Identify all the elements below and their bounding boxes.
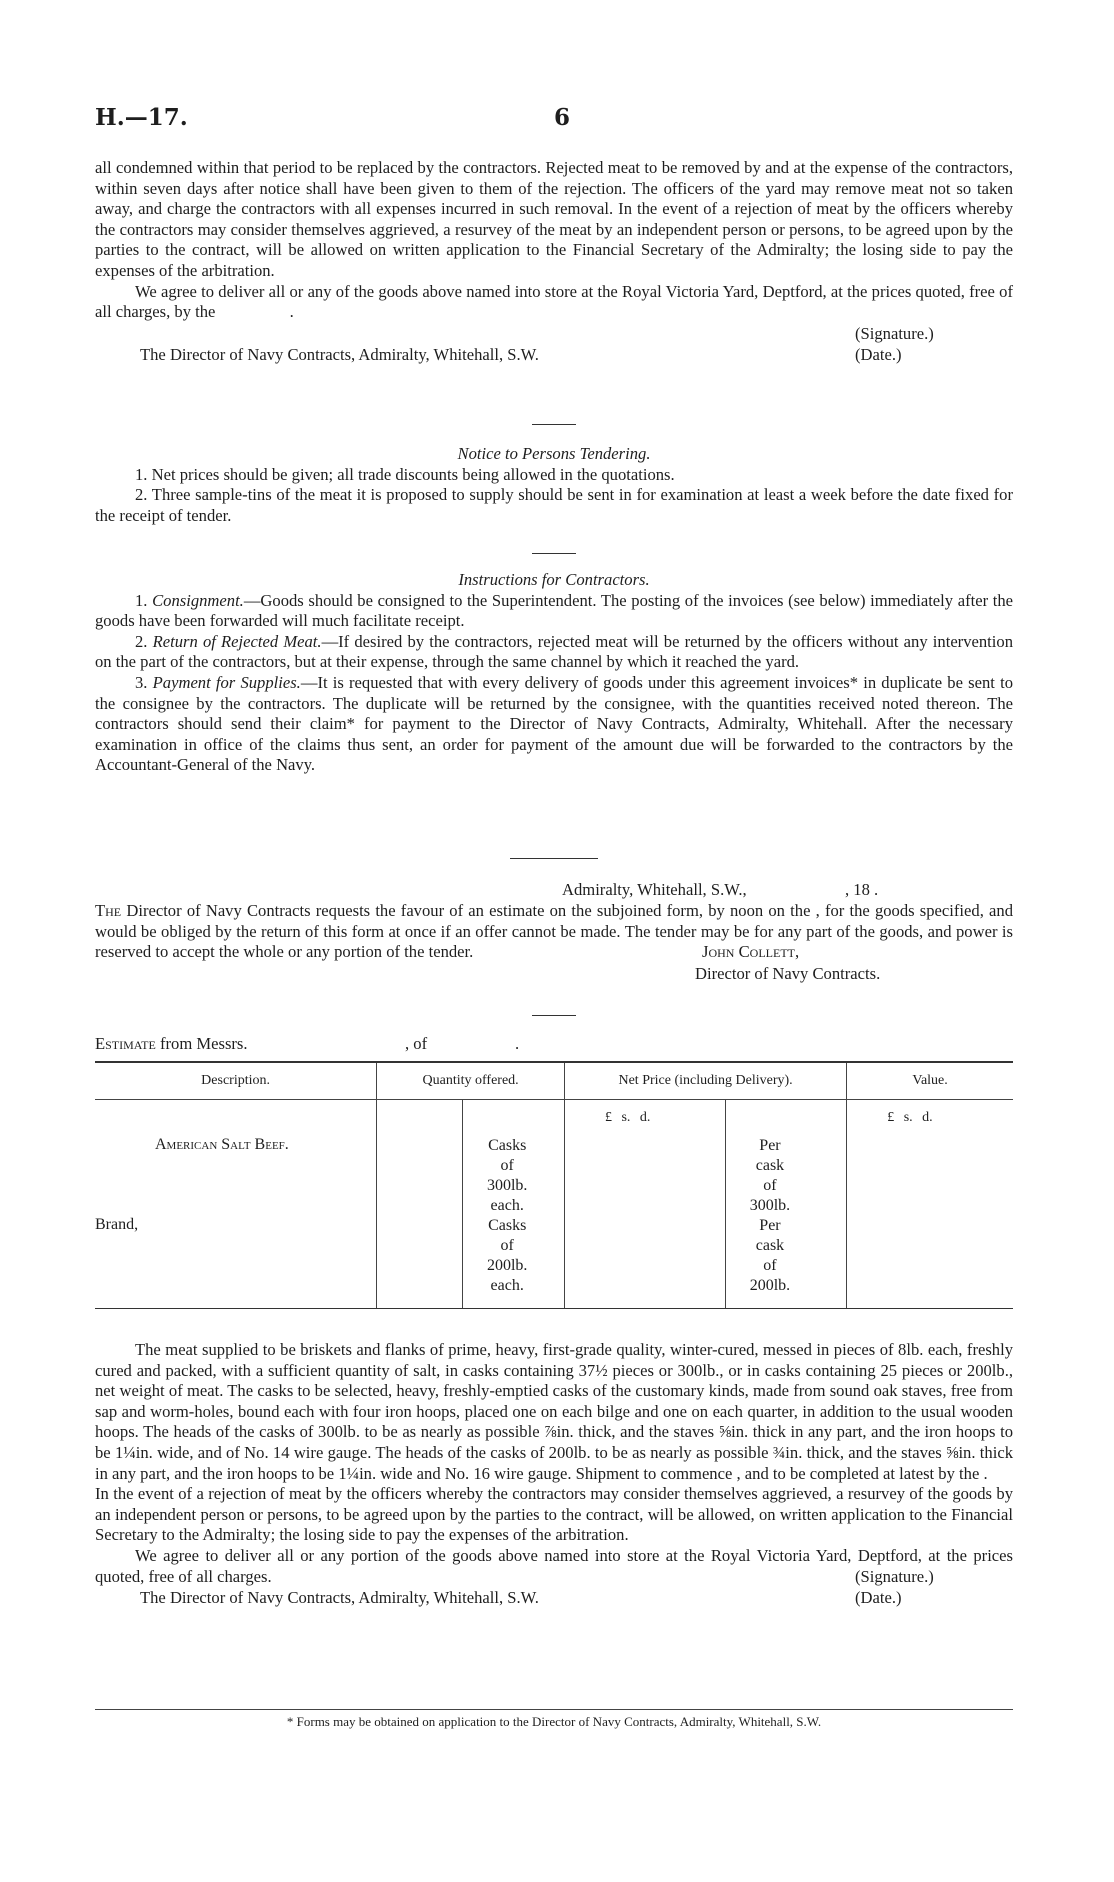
per-cask-labels xyxy=(740,1136,800,1296)
col-description: Description. xyxy=(95,1063,377,1100)
qty-text: 300lb. xyxy=(486,1177,528,1194)
instruction-2-text: —If desired by the contractors, rejected meat will be returned by the officers without any intervention on the part of the contractors, but at their expense, through the same channel by which it reached the yard. xyxy=(95,631,1013,672)
instruction-3-number: 3. xyxy=(135,672,148,692)
per-text: Per xyxy=(759,1217,781,1234)
intro-agreement-text: We agree to deliver all or any of the goods above named into store at the Royal Victoria Yard, Deptford, at the prices quoted, free of all charges, by the xyxy=(95,281,1013,322)
request-text: Director of Navy Contracts requests the favour of an estimate on the subjoined form, by noon on the , for the goods specified, and would be obliged by the return of this form at once if an offer cannot be made. The tender may be for any part of the goods, and power is reserved to accept the whole or any portion of the tender. xyxy=(95,901,1013,962)
estimate-line xyxy=(95,1034,1013,1056)
spec-paragraph-1: The meat supplied to be briskets and flanks of prime, heavy, first-grade quality, winter-cured, messed in pieces of 8lb. each, freshly cured and packed, with a sufficient quantity of salt, in casks containing 37½ pieces or 300lb., or in casks containing 25 pieces or 200lb., net weight of meat. The casks to be selected, heavy, freshly-emptied casks of the customary kinds, made from sound oak staves, free from sap and worm-holes, bound each with four iron hoops, placed one on each bilge and one on each quarter, in addition to the usual wooden hoops. The heads of the casks of 300lb. to be as nearly as possible ⅞in. thick, and the staves ⅝in. thick in any part, and the iron hoops to be 1¼in. wide, and of No. 14 wire gauge. The heads of the casks of 200lb. to be as nearly as possible ¾in. thick, and the staves ⅝in. thick in any part, and the iron hoops to be 1¼in. wide and No. 16 wire gauge. Shipment to commence , and to be completed at latest by the . xyxy=(95,1340,1013,1483)
table-row xyxy=(95,1100,1013,1309)
per-text: of xyxy=(763,1177,777,1194)
qty-text: Casks xyxy=(488,1217,527,1234)
notice-item-2: 2. Three sample-tins of the meat it is proposed to supply should be sent in for examination at least a week before the date fixed for the receipt of tender. xyxy=(95,485,1013,525)
request-body xyxy=(95,901,1013,963)
quantity-divider xyxy=(462,1100,463,1308)
intro-section xyxy=(95,158,1013,367)
request-section xyxy=(95,880,1013,985)
intro-paragraph: all condemned within that period to be replaced by the contractors. Rejected meat to be removed by and at the expense of the contractors, within seven days after notice shall have been given to them of the rejection. The officers of the yard may remove meat not so taken away, and charge the contractors with all expenses incurred in such removal. In the event of a rejection of meat by the officers whereby the contractors may consider themselves aggrieved, a resurvey of the meat by an independent person or persons, to be agreed upon by the parties to the contract, will be allowed on written application to the Financial Secretary of the Admiralty; the losing side to pay the expenses of the arbitration. xyxy=(95,158,1013,280)
per-text: of xyxy=(763,1257,777,1274)
estimate-end: . xyxy=(515,1034,520,1053)
quantity-cell xyxy=(377,1100,565,1309)
instruction-1-text: —Goods should be consigned to the Superintendent. The posting of the invoices (see below) immediately after the goods have been forwarded will much facilitate receipt. xyxy=(95,590,1013,631)
date-label: (Date.) xyxy=(855,344,902,364)
price-currency: £ s. d. xyxy=(604,1110,651,1125)
qty-text: 200lb. xyxy=(486,1257,528,1274)
instructions-section xyxy=(95,570,1013,776)
notice-section xyxy=(95,444,1013,526)
net-price-cell xyxy=(564,1100,846,1309)
instruction-2-number: 2. xyxy=(135,631,148,651)
value-currency: £ s. d. xyxy=(887,1110,933,1125)
table-bottom-rule xyxy=(95,1308,1013,1309)
col-quantity: Quantity offered. xyxy=(377,1063,565,1100)
request-first-word: The xyxy=(95,901,122,920)
footnote: * Forms may be obtained on application to the Director of Navy Contracts, Admiralty, Whitehall, S.W. xyxy=(286,1714,822,1729)
divider xyxy=(95,858,1013,859)
item-description: American Salt Beef. xyxy=(155,1136,289,1153)
intro-signature-block xyxy=(95,323,1013,367)
intro-agreement-end: . xyxy=(289,302,294,322)
divider xyxy=(95,553,1013,554)
request-year: , 18 . xyxy=(845,880,879,899)
addressee: The Director of Navy Contracts, Admiralty, Whitehall, S.W. xyxy=(140,1588,539,1608)
spec-section xyxy=(95,1340,1013,1631)
request-signer: John Collett, xyxy=(702,941,800,961)
instruction-2 xyxy=(95,632,1013,673)
addressee: The Director of Navy Contracts, Admiralty, Whitehall, S.W. xyxy=(140,344,539,364)
instruction-3-heading: Payment for Supplies. xyxy=(152,672,301,692)
request-dateline xyxy=(95,880,1013,901)
estimate-from: from Messrs. xyxy=(159,1034,248,1053)
per-text: cask xyxy=(755,1157,785,1174)
qty-text: each. xyxy=(490,1277,524,1294)
per-text: 300lb. xyxy=(749,1197,791,1214)
description-cell xyxy=(95,1100,377,1309)
brand-label: Brand, xyxy=(95,1216,139,1233)
document-reference: H.—17. xyxy=(95,104,188,131)
divider xyxy=(95,1015,1013,1016)
instruction-3 xyxy=(95,673,1013,776)
spec-paragraph-2: In the event of a rejection of meat by the officers whereby the contractors may consider themselves aggrieved, a resurvey of the goods by an independent person or persons, to be agreed upon by the parties to the contract, will be allowed, on written application to the Financial Secretary to the Admiralty; the losing side to pay the expenses of the arbitration. xyxy=(95,1484,1013,1545)
col-value: Value. xyxy=(847,1063,1013,1100)
request-signer-title: Director of Navy Contracts. xyxy=(695,963,881,983)
instructions-title: Instructions for Contractors. xyxy=(458,570,650,589)
instruction-1-heading: Consignment. xyxy=(152,590,244,610)
estimate-table xyxy=(95,1061,1013,1309)
qty-text: Casks xyxy=(488,1137,527,1154)
spec-signature-block xyxy=(95,1567,1013,1631)
table-header-row xyxy=(95,1063,1013,1100)
page-number: 6 xyxy=(554,104,571,131)
request-place: Admiralty, Whitehall, S.W., xyxy=(562,880,747,899)
signature-label: (Signature.) xyxy=(855,323,934,343)
footnote-rule xyxy=(95,1709,1013,1710)
spec-paragraph-3: We agree to deliver all or any portion of the goods above named into store at the Royal Victoria Yard, Deptford, at the prices quoted, free of all charges. xyxy=(95,1545,1013,1586)
intro-agreement xyxy=(95,282,1013,323)
qty-text: of xyxy=(500,1157,514,1174)
col-net-price: Net Price (including Delivery). xyxy=(564,1063,846,1100)
instruction-2-heading: Return of Rejected Meat. xyxy=(152,631,322,651)
signature-label: (Signature.) xyxy=(855,1567,934,1587)
quantity-300 xyxy=(477,1136,537,1296)
estimate-grid xyxy=(95,1063,1013,1308)
request-signer-block xyxy=(95,941,1013,985)
per-text: Per xyxy=(759,1137,781,1154)
notice-title: Notice to Persons Tendering. xyxy=(457,444,651,463)
divider xyxy=(95,424,1013,425)
qty-text: of xyxy=(500,1237,514,1254)
estimate-of: , of xyxy=(405,1034,428,1053)
instruction-3-text: —It is requested that with every delivery of goods under this agreement invoices* in duplicate be sent to the consignee by the contractors. The duplicate will be returned by the consignee, with the quantities received noted thereon. The contractors should send their claim* for payment to the Director of Navy Contracts, Admiralty, Whitehall. After the necessary examination in office of the claims thus sent, an order for payment of the amount due will be forwarded to the contractors by the Accountant-General of the Navy. xyxy=(95,672,1013,775)
estimate-label: Estimate xyxy=(95,1034,156,1053)
per-text: 200lb. xyxy=(749,1277,791,1294)
value-cell xyxy=(847,1100,1013,1309)
qty-text: each. xyxy=(490,1197,524,1214)
notice-item-1: 1. Net prices should be given; all trade discounts being allowed in the quotations. xyxy=(135,464,675,484)
price-divider xyxy=(725,1100,726,1308)
per-text: cask xyxy=(755,1237,785,1254)
instruction-1 xyxy=(95,591,1013,632)
date-label: (Date.) xyxy=(855,1588,902,1608)
instruction-1-number: 1. xyxy=(135,590,148,610)
